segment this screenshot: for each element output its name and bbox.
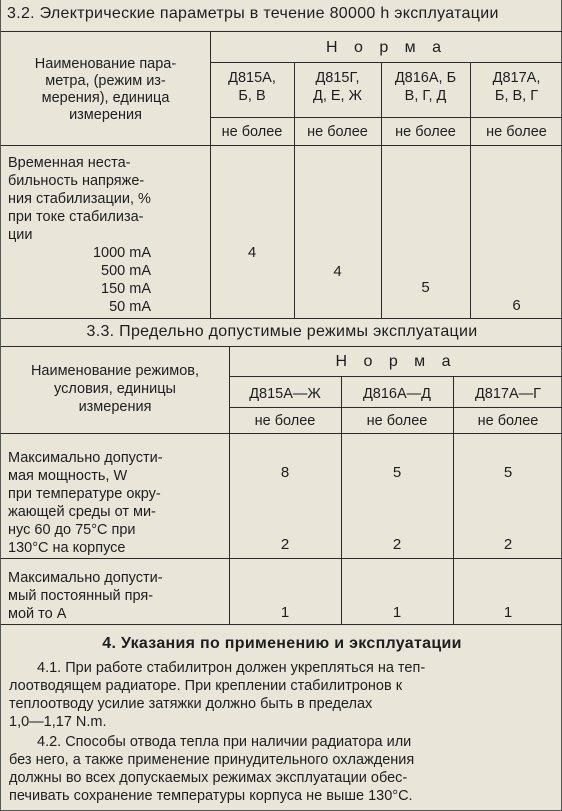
paragraph-line: должны во всех допускаемых режимах эксплуатации обес- bbox=[9, 770, 408, 786]
divider bbox=[1, 318, 562, 319]
row1-line: 130°С на корпусе bbox=[8, 540, 126, 556]
divider bbox=[229, 376, 562, 377]
header-param-line: мерения), единица bbox=[41, 90, 170, 106]
current-label: 150 mA bbox=[101, 281, 151, 297]
column-header: Б, В bbox=[238, 88, 266, 104]
row2-line: мый постоянный пря- bbox=[8, 588, 154, 604]
limit-label: не более bbox=[307, 124, 368, 140]
divider bbox=[1, 145, 562, 146]
column-header: В, Г, Д bbox=[404, 88, 447, 104]
row2-line: мой то А bbox=[8, 606, 67, 622]
value-cell: 5 bbox=[392, 464, 402, 481]
value-cell: 2 bbox=[280, 536, 290, 553]
divider bbox=[341, 376, 342, 624]
column-header: Д815Г, bbox=[315, 70, 360, 86]
column-header: Д815А, bbox=[228, 70, 276, 86]
param-line: при токе стабилиза- bbox=[8, 209, 144, 225]
divider bbox=[229, 407, 562, 408]
limit-label: не более bbox=[254, 413, 316, 429]
paragraph-line: лоотводящем радиаторе. При креплении стабилитронов к bbox=[9, 678, 403, 694]
column-header: Д817А—Г bbox=[474, 386, 542, 402]
divider bbox=[453, 376, 454, 624]
row1-line: Максимально допусти- bbox=[8, 450, 163, 466]
header-param-line: Наименование режимов, bbox=[30, 363, 200, 379]
row2-line: Максимально допусти- bbox=[8, 570, 163, 586]
divider bbox=[210, 117, 562, 118]
paragraph-line: без него, а также применение принудительного охлаждения bbox=[9, 752, 415, 768]
current-label: 500 mA bbox=[101, 263, 151, 279]
param-line: ния стабилизации, % bbox=[8, 191, 151, 207]
limit-label: не более bbox=[477, 413, 539, 429]
value-cell: 2 bbox=[503, 536, 513, 553]
paragraph-line: печивать сохранение температуры корпуса не выше 130°С. bbox=[9, 788, 413, 804]
paragraph-line: 1,0—1,17 N.m. bbox=[9, 714, 107, 730]
norma-header: Н о р м а bbox=[325, 39, 448, 56]
row1-line: нус 60 до 75°С при bbox=[8, 522, 136, 538]
column-header: Д816А—Д bbox=[362, 386, 431, 402]
paragraph-line: теплоотводу усилие затяжки должно быть в пределах bbox=[9, 696, 373, 712]
column-header: Д, Е, Ж bbox=[313, 88, 362, 104]
row1-line: жающей среды от ми- bbox=[8, 504, 156, 520]
current-label: 50 mA bbox=[109, 299, 151, 315]
value-cell: 4 bbox=[247, 244, 257, 261]
header-param-line: измерения bbox=[69, 107, 142, 123]
limit-label: не более bbox=[366, 413, 428, 429]
param-line: Временная неста- bbox=[8, 155, 131, 171]
header-param-line: Наименование пара- bbox=[34, 56, 177, 72]
value-cell: 1 bbox=[280, 604, 290, 621]
divider bbox=[1, 624, 562, 625]
divider bbox=[1, 433, 562, 434]
section-4-title: 4. Указания по применению и эксплуатации bbox=[102, 635, 462, 652]
column-header: Б, В, Г bbox=[494, 88, 539, 104]
value-cell: 1 bbox=[392, 604, 402, 621]
value-cell: 6 bbox=[512, 297, 521, 314]
column-header: Д817А, bbox=[492, 70, 541, 86]
column-header: Д816А, Б bbox=[394, 70, 457, 86]
header-param-line: метра, (режим из- bbox=[45, 73, 166, 89]
divider bbox=[470, 62, 471, 318]
value-cell: 2 bbox=[392, 536, 402, 553]
section-3-3-title: 3.3. Предельно допустимые режимы эксплуатации bbox=[86, 323, 478, 340]
value-cell: 8 bbox=[280, 464, 290, 481]
section-3-2-title: 3.2. Электрические параметры в течение 80000 h эксплуатации bbox=[7, 5, 499, 22]
divider bbox=[229, 346, 230, 624]
divider bbox=[1, 31, 562, 32]
param-line: ции bbox=[8, 227, 33, 243]
row1-line: при температуре окру- bbox=[8, 486, 161, 502]
paragraph-line: 4.2. Способы отвода тепла при наличии радиатора или bbox=[37, 734, 412, 750]
value-cell: 5 bbox=[421, 279, 430, 296]
divider bbox=[294, 62, 295, 318]
divider bbox=[1, 558, 562, 559]
value-cell: 5 bbox=[503, 464, 513, 481]
divider bbox=[210, 62, 562, 63]
paragraph-line: 4.1. При работе стабилитрон должен укрепляться на теп- bbox=[37, 660, 426, 676]
value-cell: 1 bbox=[503, 604, 513, 621]
limit-label: не более bbox=[486, 124, 547, 140]
divider bbox=[381, 62, 382, 318]
divider bbox=[210, 31, 211, 318]
norma-header: Н о р м а bbox=[335, 353, 457, 370]
current-label: 1000 mA bbox=[92, 245, 151, 261]
divider bbox=[1, 346, 562, 347]
limit-label: не более bbox=[395, 124, 456, 140]
header-param-line: условия, единицы bbox=[54, 381, 176, 397]
column-header: Д815А—Ж bbox=[249, 386, 321, 402]
header-param-line: измерения bbox=[78, 399, 152, 415]
row1-line: мая мощность, W bbox=[8, 468, 128, 484]
limit-label: не более bbox=[221, 124, 283, 140]
param-line: бильность напряже- bbox=[8, 173, 145, 189]
value-cell: 4 bbox=[333, 263, 342, 280]
